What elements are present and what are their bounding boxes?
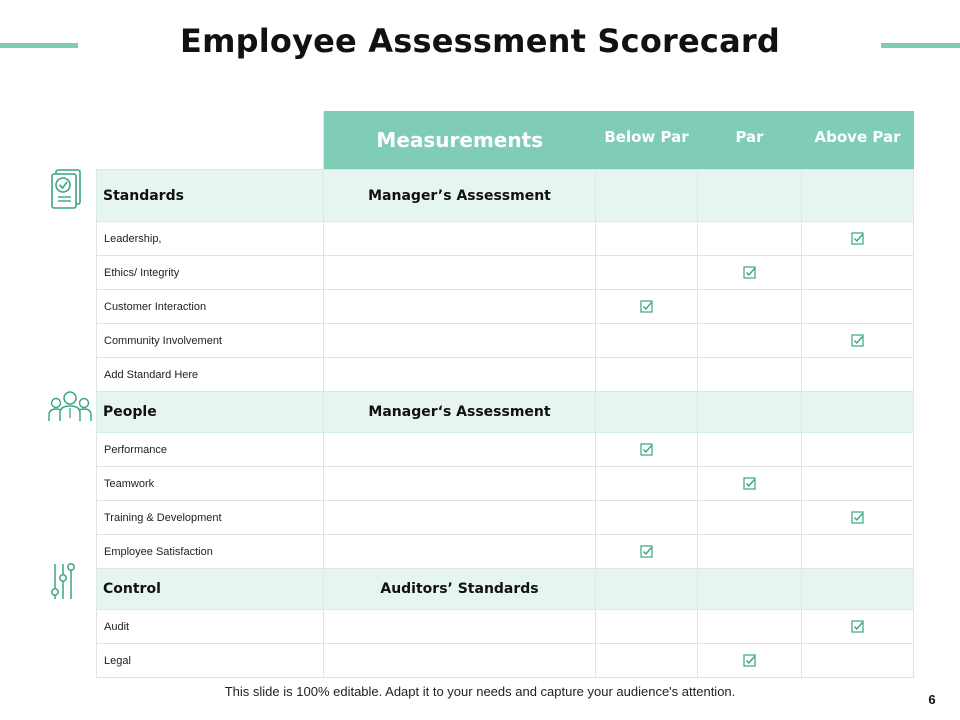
row-measurement-cell bbox=[324, 324, 596, 358]
row-label: Ethics/ Integrity bbox=[97, 256, 324, 290]
rating-cell-above[interactable] bbox=[802, 290, 914, 324]
footer-note: This slide is 100% editable. Adapt it to your needs and capture your audience's attention. bbox=[224, 684, 736, 699]
table-row bbox=[97, 610, 914, 644]
page-number: 6 bbox=[928, 692, 936, 707]
table-row bbox=[97, 358, 914, 392]
rating-cell-par[interactable] bbox=[698, 433, 802, 467]
rating-cell-above[interactable] bbox=[802, 324, 914, 358]
checkbox-checked-icon bbox=[743, 266, 756, 279]
row-measurement-cell bbox=[324, 256, 596, 290]
rating-cell-below[interactable] bbox=[596, 644, 698, 678]
table-row bbox=[97, 433, 914, 467]
row-label: Employee Satisfaction bbox=[97, 535, 324, 569]
rating-cell-below[interactable] bbox=[596, 467, 698, 501]
rating-cell-below[interactable] bbox=[596, 358, 698, 392]
rating-cell-below[interactable] bbox=[596, 290, 698, 324]
table-row bbox=[97, 256, 914, 290]
table-header-row bbox=[97, 111, 914, 170]
row-measurement-cell bbox=[324, 358, 596, 392]
section-assessment: Manager‘s Assessment bbox=[324, 392, 596, 433]
table-row bbox=[97, 467, 914, 501]
scorecard-table-container bbox=[96, 111, 913, 678]
rating-cell-below[interactable] bbox=[596, 535, 698, 569]
section-empty-cell bbox=[698, 170, 802, 222]
scorecard-body bbox=[97, 170, 914, 678]
rating-cell-par[interactable] bbox=[698, 290, 802, 324]
table-row bbox=[97, 501, 914, 535]
row-label: Performance bbox=[97, 433, 324, 467]
people-group-icon bbox=[48, 388, 92, 422]
row-measurement-cell bbox=[324, 290, 596, 324]
rating-cell-par[interactable] bbox=[698, 501, 802, 535]
sliders-icon bbox=[50, 562, 76, 600]
header-measurements: Measurements bbox=[324, 111, 596, 170]
row-measurement-cell bbox=[324, 467, 596, 501]
scorecard-table bbox=[96, 111, 914, 678]
checkbox-checked-icon bbox=[851, 334, 864, 347]
rating-cell-below[interactable] bbox=[596, 610, 698, 644]
row-label: Training & Development bbox=[97, 501, 324, 535]
rating-cell-above[interactable] bbox=[802, 358, 914, 392]
row-measurement-cell bbox=[324, 644, 596, 678]
section-empty-cell bbox=[802, 569, 914, 610]
section-assessment: Auditors’ Standards bbox=[324, 569, 596, 610]
section-empty-cell bbox=[596, 170, 698, 222]
table-row bbox=[97, 324, 914, 358]
section-row-standards bbox=[97, 170, 914, 222]
section-empty-cell bbox=[698, 569, 802, 610]
rating-cell-par[interactable] bbox=[698, 644, 802, 678]
row-label: Legal bbox=[97, 644, 324, 678]
rating-cell-par[interactable] bbox=[698, 535, 802, 569]
row-measurement-cell bbox=[324, 433, 596, 467]
header-par: Par bbox=[698, 111, 802, 170]
row-measurement-cell bbox=[324, 222, 596, 256]
rating-cell-par[interactable] bbox=[698, 222, 802, 256]
table-row bbox=[97, 222, 914, 256]
rating-cell-below[interactable] bbox=[596, 256, 698, 290]
checkbox-checked-icon bbox=[640, 300, 653, 313]
row-measurement-cell bbox=[324, 610, 596, 644]
row-measurement-cell bbox=[324, 535, 596, 569]
section-category: People bbox=[97, 392, 324, 433]
section-empty-cell bbox=[596, 392, 698, 433]
header-above-par: Above Par bbox=[802, 111, 914, 170]
page-title: Employee Assessment Scorecard bbox=[180, 22, 780, 60]
section-row-people bbox=[97, 392, 914, 433]
rating-cell-above[interactable] bbox=[802, 644, 914, 678]
rating-cell-par[interactable] bbox=[698, 358, 802, 392]
section-assessment: Manager’s Assessment bbox=[324, 170, 596, 222]
rating-cell-above[interactable] bbox=[802, 256, 914, 290]
rating-cell-above[interactable] bbox=[802, 535, 914, 569]
rating-cell-above[interactable] bbox=[802, 433, 914, 467]
rating-cell-above[interactable] bbox=[802, 501, 914, 535]
rating-cell-above[interactable] bbox=[802, 222, 914, 256]
rating-cell-par[interactable] bbox=[698, 610, 802, 644]
table-row bbox=[97, 535, 914, 569]
checkbox-checked-icon bbox=[851, 620, 864, 633]
checkbox-checked-icon bbox=[640, 443, 653, 456]
section-empty-cell bbox=[802, 392, 914, 433]
checkbox-checked-icon bbox=[851, 511, 864, 524]
section-row-control bbox=[97, 569, 914, 610]
row-measurement-cell bbox=[324, 501, 596, 535]
section-category: Control bbox=[97, 569, 324, 610]
row-label: Leadership, bbox=[97, 222, 324, 256]
rating-cell-par[interactable] bbox=[698, 324, 802, 358]
section-empty-cell bbox=[596, 569, 698, 610]
section-empty-cell bbox=[802, 170, 914, 222]
row-label: Audit bbox=[97, 610, 324, 644]
header-blank-cell bbox=[97, 111, 324, 170]
checkbox-checked-icon bbox=[743, 477, 756, 490]
row-label: Community Involvement bbox=[97, 324, 324, 358]
table-row bbox=[97, 290, 914, 324]
section-category: Standards bbox=[97, 170, 324, 222]
rating-cell-par[interactable] bbox=[698, 256, 802, 290]
section-empty-cell bbox=[698, 392, 802, 433]
row-label: Teamwork bbox=[97, 467, 324, 501]
rating-cell-above[interactable] bbox=[802, 610, 914, 644]
rating-cell-par[interactable] bbox=[698, 467, 802, 501]
row-label: Add Standard Here bbox=[97, 358, 324, 392]
checkbox-checked-icon bbox=[851, 232, 864, 245]
checkbox-checked-icon bbox=[640, 545, 653, 558]
rating-cell-below[interactable] bbox=[596, 501, 698, 535]
rating-cell-above[interactable] bbox=[802, 467, 914, 501]
rating-cell-below[interactable] bbox=[596, 222, 698, 256]
header-below-par: Below Par bbox=[596, 111, 698, 170]
table-row bbox=[97, 644, 914, 678]
row-label: Customer Interaction bbox=[97, 290, 324, 324]
rating-cell-below[interactable] bbox=[596, 433, 698, 467]
checklist-icon bbox=[50, 168, 86, 210]
checkbox-checked-icon bbox=[743, 654, 756, 667]
rating-cell-below[interactable] bbox=[596, 324, 698, 358]
